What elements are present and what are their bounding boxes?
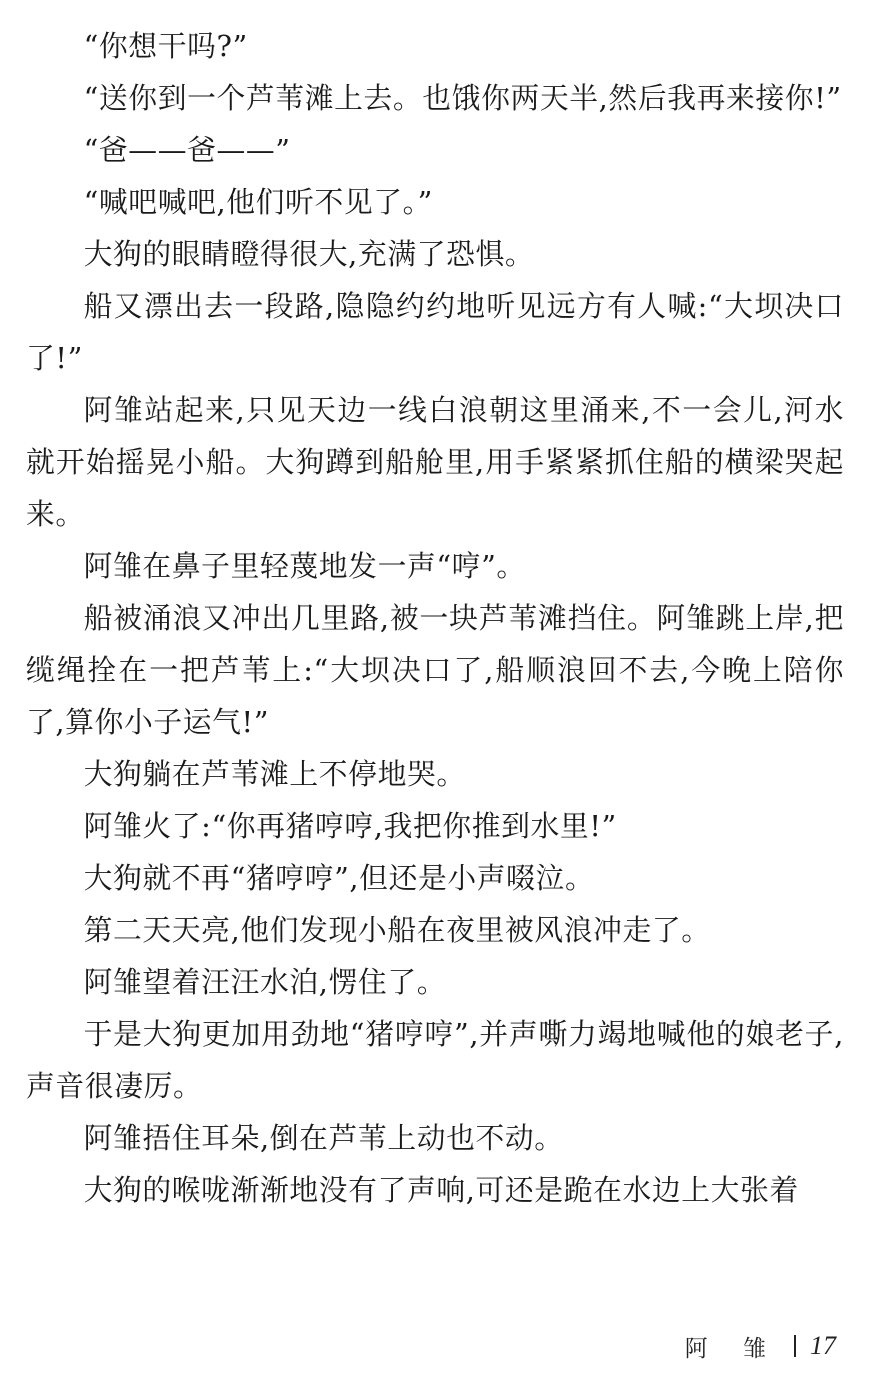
paragraph: 于是大狗更加用劲地“猪哼哼”,并声嘶力竭地喊他的娘老子,声音很凄厉。 <box>26 1017 844 1103</box>
paragraph: 阿雏火了:“你再猪哼哼,我把你推到水里!” <box>83 809 617 843</box>
paragraph: 大狗的喉咙渐渐地没有了声响,可还是跪在水边上大张着 <box>83 1173 799 1207</box>
page-footer <box>685 1326 836 1366</box>
paragraph: 船被涌浪又冲出几里路,被一块芦苇滩挡住。阿雏跳上岸,把缆绳拴在一把芦苇上:“大坝决口了,船顺浪回不去,今晚上陪你了,算你小子运气!” <box>26 601 844 739</box>
paragraph: 大狗躺在芦苇滩上不停地哭。 <box>83 757 466 791</box>
paragraph: 阿雏捂住耳朵,倒在芦苇上动也不动。 <box>83 1121 564 1155</box>
paragraph: 大狗就不再“猪哼哼”,但还是小声啜泣。 <box>83 861 595 895</box>
footer-divider <box>794 1335 796 1357</box>
body-text <box>26 20 844 1216</box>
paragraph: “送你到一个芦苇滩上去。也饿你两天半,然后我再来接你!” <box>83 81 842 115</box>
paragraph: “喊吧喊吧,他们听不见了。” <box>83 185 433 219</box>
paragraph: 船又漂出去一段路,隐隐约约地听见远方有人喊:“大坝决口了!” <box>26 289 844 375</box>
paragraph: “爸——爸——” <box>83 133 291 167</box>
paragraph: 阿雏在鼻子里轻蔑地发一声“哼”。 <box>83 549 526 583</box>
paragraph: 第二天天亮,他们发现小船在夜里被风浪冲走了。 <box>83 913 711 947</box>
running-head: 阿 雏 <box>684 1335 780 1362</box>
paragraph: 大狗的眼睛瞪得很大,充满了恐惧。 <box>83 237 535 271</box>
paragraph: “你想干吗?” <box>83 29 248 63</box>
page-number: 17 <box>810 1331 836 1360</box>
paragraph: 阿雏站起来,只见天边一线白浪朝这里涌来,不一会儿,河水就开始摇晃小船。大狗蹲到船舱里,用手紧紧抓住船的横梁哭起来。 <box>26 393 844 531</box>
paragraph: 阿雏望着汪汪水泊,愣住了。 <box>83 965 447 999</box>
